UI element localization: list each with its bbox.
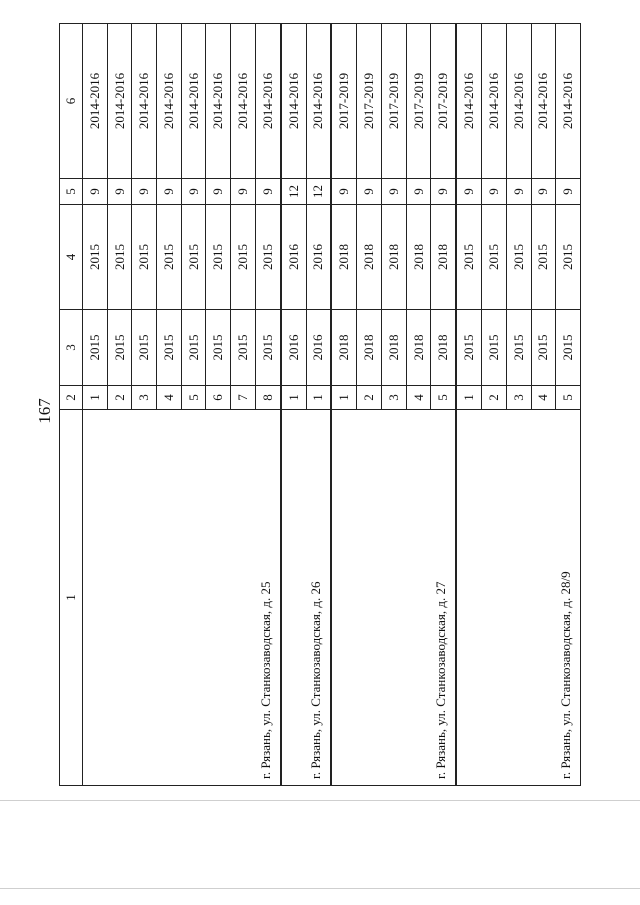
period-cell: 2014-2016 (531, 24, 556, 179)
period-cell: 2014-2016 (281, 24, 306, 179)
entrance-number-cell: 6 (206, 386, 231, 410)
end-year-cell: 2015 (206, 205, 231, 310)
period-cell: 2014-2016 (506, 24, 531, 179)
period-cell: 2014-2016 (306, 24, 331, 179)
floors-cell: 9 (255, 179, 280, 205)
floors-cell: 9 (431, 179, 456, 205)
table-row (281, 24, 306, 786)
end-year-cell: 2015 (255, 205, 280, 310)
floors-cell: 12 (281, 179, 306, 205)
start-year-cell: 2016 (306, 310, 331, 386)
entrance-number-cell: 5 (556, 386, 581, 410)
end-year-cell: 2016 (306, 205, 331, 310)
header-row (60, 24, 83, 786)
start-year-cell: 2018 (382, 310, 407, 386)
start-year-cell: 2015 (231, 310, 256, 386)
header-cell: 6 (60, 24, 83, 179)
end-year-cell: 2015 (531, 205, 556, 310)
end-year-cell: 2015 (181, 205, 206, 310)
table-row (83, 24, 108, 786)
header-cell: 4 (60, 205, 83, 310)
start-year-cell: 2015 (456, 310, 481, 386)
end-year-cell: 2015 (456, 205, 481, 310)
start-year-cell: 2015 (556, 310, 581, 386)
entrance-number-cell: 1 (331, 386, 356, 410)
entrance-number-cell: 3 (382, 386, 407, 410)
address-cell: г. Рязань, ул. Станкозаводская, д. 26 (281, 410, 332, 786)
end-year-cell: 2015 (83, 205, 108, 310)
period-cell: 2014-2016 (482, 24, 507, 179)
floors-cell: 9 (132, 179, 157, 205)
period-cell: 2014-2016 (255, 24, 280, 179)
end-year-cell: 2015 (157, 205, 182, 310)
period-cell: 2014-2016 (181, 24, 206, 179)
floors-cell: 9 (83, 179, 108, 205)
entrance-number-cell: 7 (231, 386, 256, 410)
period-cell: 2014-2016 (107, 24, 132, 179)
scan-artifact (0, 888, 640, 889)
start-year-cell: 2015 (206, 310, 231, 386)
floors-cell: 9 (157, 179, 182, 205)
period-cell: 2014-2016 (206, 24, 231, 179)
entrance-number-cell: 1 (456, 386, 481, 410)
floors-cell: 9 (531, 179, 556, 205)
entrance-number-cell: 4 (406, 386, 431, 410)
end-year-cell: 2018 (331, 205, 356, 310)
floors-cell: 9 (357, 179, 382, 205)
end-year-cell: 2015 (107, 205, 132, 310)
start-year-cell: 2015 (531, 310, 556, 386)
entrance-number-cell: 1 (281, 386, 306, 410)
header-cell: 5 (60, 179, 83, 205)
floors-cell: 9 (406, 179, 431, 205)
floors-cell: 9 (482, 179, 507, 205)
period-cell: 2017-2019 (382, 24, 407, 179)
period-cell: 2014-2016 (83, 24, 108, 179)
start-year-cell: 2015 (157, 310, 182, 386)
period-cell: 2017-2019 (406, 24, 431, 179)
scan-artifact (0, 800, 640, 801)
end-year-cell: 2018 (357, 205, 382, 310)
document-table-rotated (59, 24, 581, 786)
address-cell: г. Рязань, ул. Станкозаводская, д. 27 (331, 410, 456, 786)
period-cell: 2017-2019 (357, 24, 382, 179)
entrance-number-cell: 3 (506, 386, 531, 410)
floors-cell: 9 (231, 179, 256, 205)
period-cell: 2014-2016 (231, 24, 256, 179)
floors-cell: 9 (506, 179, 531, 205)
end-year-cell: 2015 (132, 205, 157, 310)
start-year-cell: 2015 (181, 310, 206, 386)
start-year-cell: 2015 (255, 310, 280, 386)
entrance-number-cell: 3 (132, 386, 157, 410)
start-year-cell: 2015 (506, 310, 531, 386)
address-cell: г. Рязань, ул. Станкозаводская, д. 25 (83, 410, 281, 786)
floors-cell: 9 (382, 179, 407, 205)
start-year-cell: 2015 (482, 310, 507, 386)
floors-cell: 9 (206, 179, 231, 205)
start-year-cell: 2015 (132, 310, 157, 386)
end-year-cell: 2018 (382, 205, 407, 310)
start-year-cell: 2016 (281, 310, 306, 386)
entrance-number-cell: 8 (255, 386, 280, 410)
period-cell: 2017-2019 (431, 24, 456, 179)
header-cell: 3 (60, 310, 83, 386)
entrance-number-cell: 4 (157, 386, 182, 410)
end-year-cell: 2018 (431, 205, 456, 310)
floors-cell: 9 (456, 179, 481, 205)
period-cell: 2017-2019 (331, 24, 356, 179)
entrance-number-cell: 2 (482, 386, 507, 410)
start-year-cell: 2018 (406, 310, 431, 386)
header-cell: 1 (60, 410, 83, 786)
floors-cell: 9 (556, 179, 581, 205)
entrance-number-cell: 1 (83, 386, 108, 410)
period-cell: 2014-2016 (556, 24, 581, 179)
start-year-cell: 2018 (431, 310, 456, 386)
floors-cell: 9 (107, 179, 132, 205)
header-cell: 2 (60, 386, 83, 410)
table-body (83, 24, 581, 786)
floors-cell: 12 (306, 179, 331, 205)
end-year-cell: 2015 (231, 205, 256, 310)
entrance-number-cell: 2 (107, 386, 132, 410)
end-year-cell: 2015 (482, 205, 507, 310)
floors-cell: 9 (331, 179, 356, 205)
end-year-cell: 2015 (556, 205, 581, 310)
start-year-cell: 2018 (357, 310, 382, 386)
table-row (331, 24, 356, 786)
table-row (456, 24, 481, 786)
period-cell: 2014-2016 (157, 24, 182, 179)
entrance-number-cell: 5 (431, 386, 456, 410)
entrance-number-cell: 2 (357, 386, 382, 410)
entrance-number-cell: 5 (181, 386, 206, 410)
apartment-schedule-table (59, 23, 581, 786)
period-cell: 2014-2016 (132, 24, 157, 179)
start-year-cell: 2018 (331, 310, 356, 386)
entrance-number-cell: 1 (306, 386, 331, 410)
end-year-cell: 2018 (406, 205, 431, 310)
page-number: 167 (35, 398, 54, 424)
end-year-cell: 2015 (506, 205, 531, 310)
start-year-cell: 2015 (83, 310, 108, 386)
start-year-cell: 2015 (107, 310, 132, 386)
end-year-cell: 2016 (281, 205, 306, 310)
entrance-number-cell: 4 (531, 386, 556, 410)
floors-cell: 9 (181, 179, 206, 205)
period-cell: 2014-2016 (456, 24, 481, 179)
address-cell: г. Рязань, ул. Станкозаводская, д. 28/9 (456, 410, 580, 786)
